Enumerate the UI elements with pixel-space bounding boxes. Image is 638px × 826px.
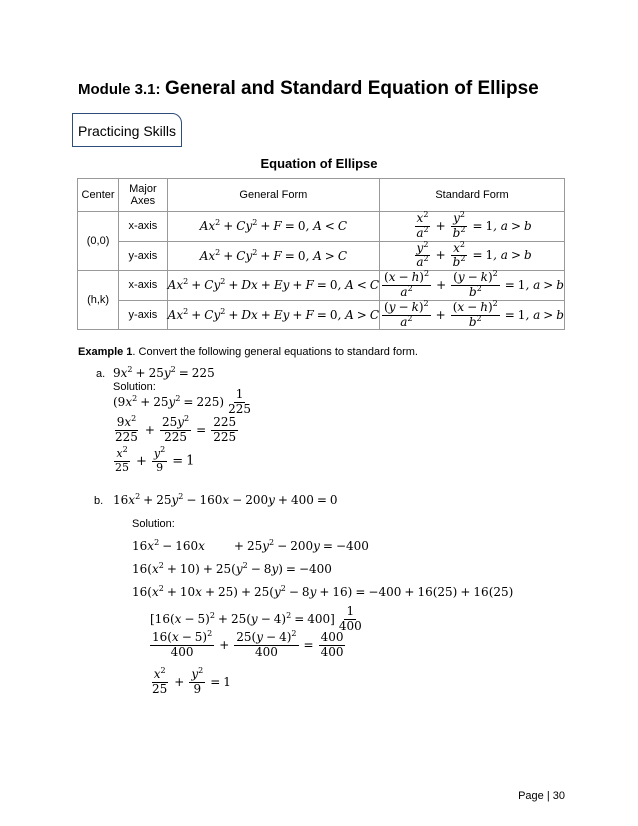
part-b-step-4: $[16(x - 5)^2 + 25(y - 4)^2 = 400]$ $\frac{1}{400}$ [150,604,362,633]
module-title: General and Standard Equation of Ellipse [164,78,539,99]
example-label: Example 1 [78,346,133,358]
standard-form-cell: $\frac{(x - h)^2}{a^2}$ + $\frac{(y - k)^2}{b^2}$ = 1, a > b [380,271,565,301]
table-row [78,300,565,330]
axis-cell: x-axis [119,212,168,242]
table-row [78,271,565,301]
general-form-cell: $Ax^2 + Cy^2 + Dx + Ey + F = 0$, A > C [167,300,379,330]
center-cell: (h,k) [78,271,119,330]
axis-cell: y-axis [119,241,168,271]
part-b-step-2: $16(x^2 + 10) + 25(y^2 - 8y) = -400$ [132,561,332,576]
page-number: Page | 30 [518,790,565,802]
table-header-row [78,179,565,212]
header-general-form: General Form [167,179,379,212]
part-a-step-2: $\frac{9x^2}{225}$ + $\frac{25y^2}{225}$ = $\frac{225}{225}$ [115,414,237,444]
part-a-step-1: $(9x^2 + 25y^2 = 225)$ $\frac{1}{225}$ [113,387,251,416]
header-major-axes: Major Axes [119,179,168,212]
practicing-skills-tab [72,113,182,147]
general-form-cell: $Ax^2 + Cy^2 + F = 0$, A < C [167,212,379,242]
page-title [78,78,539,100]
module-label: Module 3.1: [78,81,161,98]
header-center: Center [78,179,119,212]
part-b-label: b. [94,495,104,507]
part-b-result: $\frac{x^2}{25}$ + $\frac{y^2}{9}$ = 1 [152,666,231,696]
table-caption: Equation of Ellipse [260,156,378,171]
ellipse-equation-table [77,178,565,330]
general-form-cell: $Ax^2 + Cy^2 + Dx + Ey + F = 0$, A < C [167,271,379,301]
table-row [78,212,565,242]
part-a-result: $\frac{x^2}{25}$ + $\frac{y^2}{9}$ = 1 [115,445,195,474]
example-heading [78,346,418,358]
part-a-solution-label: Solution: [113,381,156,393]
practicing-skills-label: Practicing Skills [77,123,177,139]
axis-cell: y-axis [119,300,168,330]
part-b-solution-label: Solution: [132,518,175,530]
part-b-step-5: $\frac{16(x - 5)^2}{400}$ + $\frac{25(y - 4)^2}{400}$ = $\frac{400}{400}$ [152,629,344,659]
part-a-label: a. [96,368,106,380]
part-b-step-3: $16(x^2 + 10x + 25) + 25(y^2 - 8y + 16) = -400 + 16(25) + 16(25)$ [132,584,514,599]
table-row [78,241,565,271]
general-form-cell: $Ax^2 + Cy^2 + F = 0$, A > C [167,241,379,271]
standard-form-cell: $\frac{(y - k)^2}{a^2}$ + $\frac{(x - h)^2}{b^2}$ = 1, a > b [380,300,565,330]
part-b-equation: $16x^2 + 25y^2 - 160x - 200y + 400 = 0$ [113,492,338,507]
center-cell: (0,0) [78,212,119,271]
header-standard-form: Standard Form [380,179,565,212]
example-instruction: . Convert the following general equations to standard form. [132,346,418,358]
part-a-equation: $9x^2 + 25y^2 = 225$ [113,365,215,380]
part-b-step-1: $16x^2 - 160x + 25y^2 - 200y = -400$ [132,538,369,553]
standard-form-cell: $\frac{y^2}{a^2}$ + $\frac{x^2}{b^2}$ = 1, a > b [380,241,565,271]
axis-cell: x-axis [119,271,168,301]
standard-form-cell: $\frac{x^2}{a^2}$ + $\frac{y^2}{b^2}$ = 1, a > b [380,212,565,242]
